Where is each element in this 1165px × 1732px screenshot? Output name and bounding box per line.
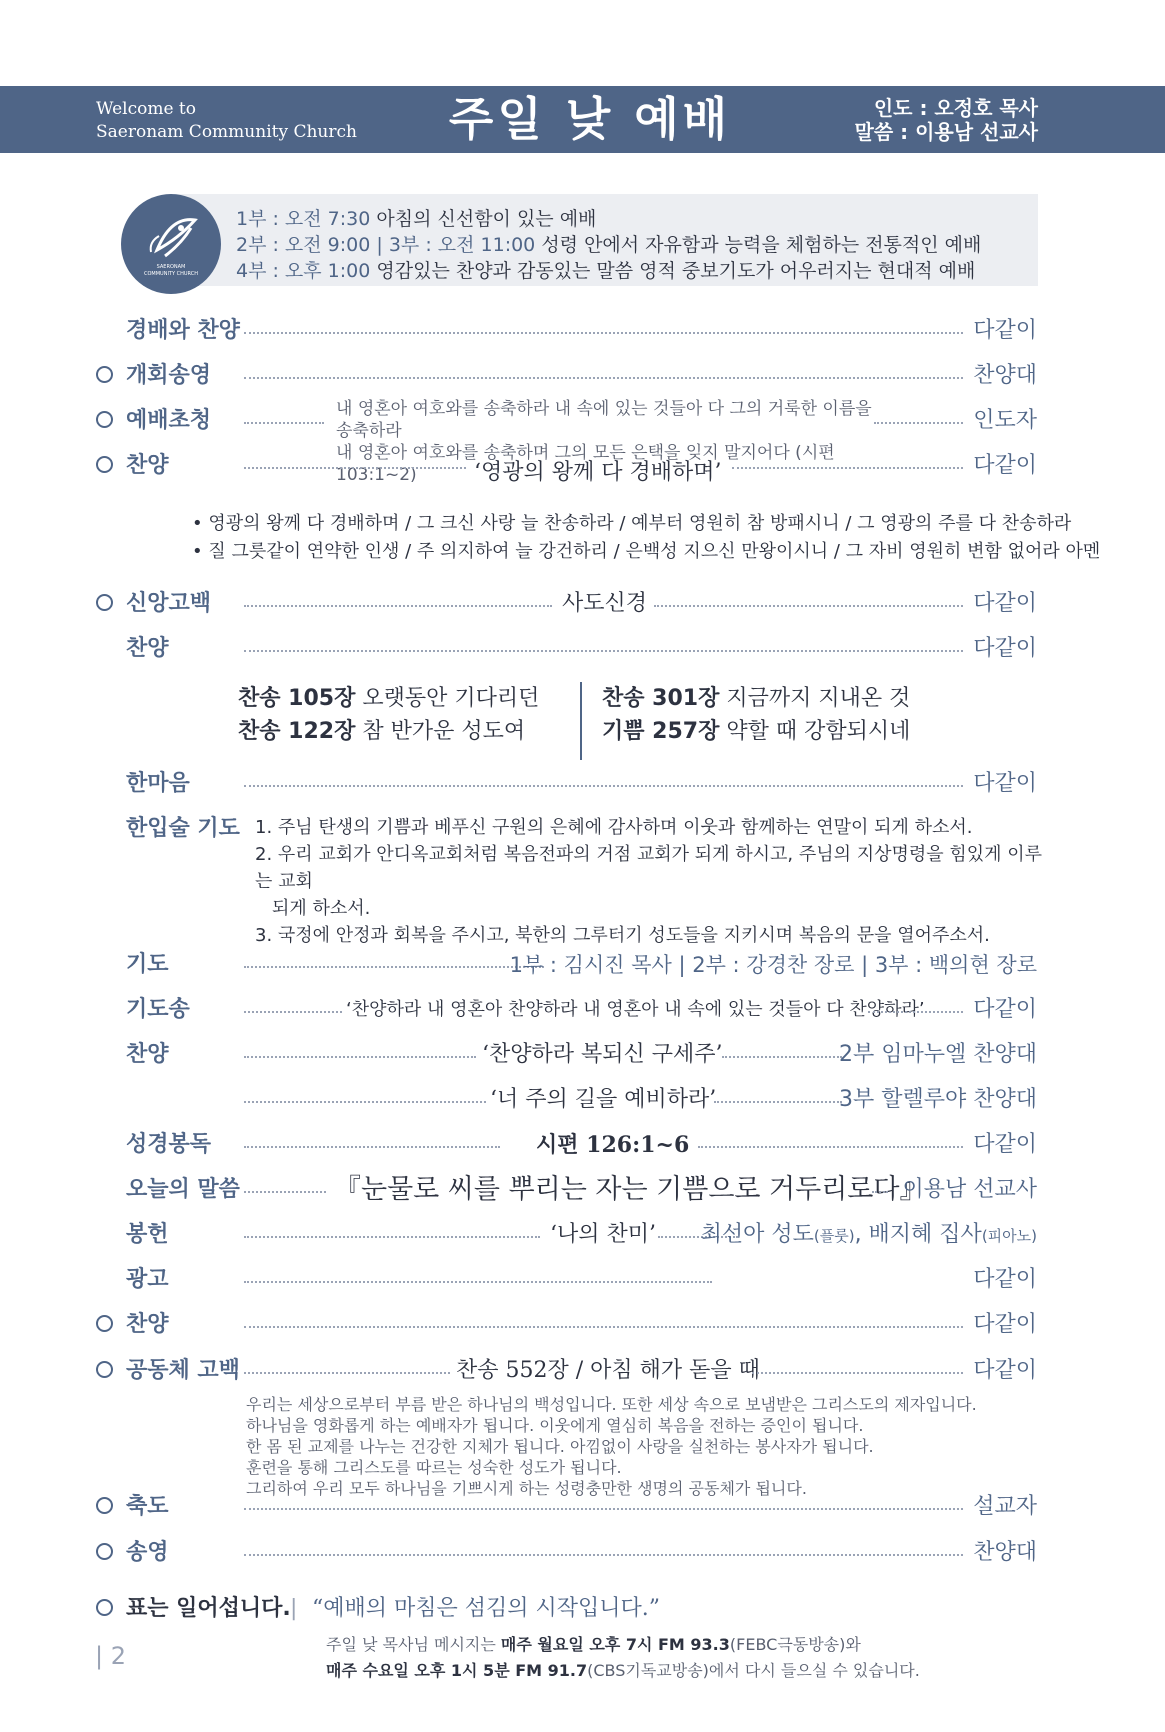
order-prayer (0, 950, 1165, 980)
leader-dots (244, 1508, 963, 1510)
item-label: 공동체 고백 (126, 1358, 240, 1383)
prayer-item-cont: 되게 하소서. (272, 898, 371, 919)
item-performer: 다같이 (973, 1132, 1037, 1157)
item-label: 한입술 기도 (126, 816, 240, 841)
stand-circle-icon (96, 594, 113, 611)
welcome-line: Welcome to (96, 99, 196, 119)
item-performer: 찬양대 (973, 1540, 1037, 1565)
stand-circle-icon (96, 1361, 113, 1378)
item-performer: 찬양대 (973, 363, 1037, 388)
prayer-item: 1. 주님 탄생의 기쁨과 베푸신 구원의 은혜에 감사하며 이웃과 함께하는 연말이 되게 하소서. (255, 817, 973, 838)
item-label: 기도송 (126, 997, 190, 1022)
sermon-preacher: 이용남 선교사 (902, 1177, 1037, 1202)
order-benediction (0, 1492, 1165, 1522)
church-name: Saeronam Community Church (96, 122, 357, 142)
svg-text:COMMUNITY CHURCH: COMMUNITY CHURCH (143, 271, 199, 277)
leader-dots (868, 1011, 963, 1013)
item-performer: 다같이 (973, 453, 1037, 478)
hymn-list-right (602, 682, 910, 748)
hymn-item: 찬송 122장 참 반가운 성도여 (238, 719, 526, 744)
leader-dots (722, 1056, 842, 1058)
item-performer: 다같이 (973, 997, 1037, 1022)
item-label: 송영 (126, 1540, 169, 1565)
item-performer: 다같이 (973, 1267, 1037, 1292)
order-offering (0, 1220, 1165, 1250)
stand-circle-icon (96, 366, 113, 383)
item-label: 신앙고백 (126, 591, 212, 616)
order-sermon (0, 1175, 1165, 1205)
order-praise-2 (0, 634, 1165, 664)
item-performer: 다같이 (973, 591, 1037, 616)
song-title: ‘너 주의 길을 예비하라’ (490, 1087, 717, 1112)
page-title: 주일 낮 예배 (448, 92, 732, 146)
item-performer: 다같이 (973, 636, 1037, 661)
item-label: 한마음 (126, 771, 190, 796)
item-performer: 다같이 (973, 1312, 1037, 1337)
leader-text: 인도 : 오정호 목사 (873, 96, 1038, 120)
preacher-text: 말씀 : 이용남 선교사 (854, 120, 1038, 144)
service-1: 1부 : 오전 7:30 아침의 신선함이 있는 예배 (236, 208, 597, 230)
leader-dots (244, 1554, 963, 1556)
stand-circle-icon (96, 1543, 113, 1560)
leader-dots (244, 1236, 540, 1238)
item-label: 찬양 (126, 453, 169, 478)
leader-dots (244, 1101, 486, 1103)
service-times (236, 206, 981, 284)
broadcast-line-1: 주일 낮 목사님 메시지는 매주 월요일 오후 7시 FM 93.3(FEBC극동방송)와 (326, 1635, 861, 1654)
choir-3: 3부 할렐루야 찬양대 (839, 1087, 1037, 1112)
broadcast-info (326, 1632, 920, 1684)
leader-dots (698, 1146, 963, 1148)
leader-dots (244, 605, 552, 607)
order-closing (0, 1538, 1165, 1568)
hymn-list-left (238, 682, 539, 748)
order-praise-3b (0, 1085, 1165, 1115)
leader-dots (874, 422, 963, 424)
stand-circle-icon (96, 411, 113, 428)
hymn-divider (580, 682, 582, 760)
hymn-item: 찬송 105장 오랫동안 기다리던 (238, 686, 540, 711)
scripture-reference: 시편 126:1~6 (536, 1132, 690, 1158)
leader-dots (244, 1372, 450, 1374)
item-performer: 인도자 (973, 408, 1037, 433)
item-label: 광고 (126, 1267, 169, 1292)
order-praise-1 (0, 451, 1165, 485)
leader-dots (654, 605, 963, 607)
broadcast-line-2: 매주 수요일 오후 1시 5분 FM 91.7(CBS기독교방송)에서 다시 들으실 수 있습니다. (326, 1661, 920, 1680)
lyrics-line-2: • 질 그릇같이 연약한 인생 / 주 의지하여 늘 강건하리 / 은백성 지으신 만왕이시니 / 그 자비 영원히 변함 없어라 아멘 (192, 541, 1101, 562)
item-label: 축도 (126, 1494, 169, 1519)
creed-title: 사도신경 (562, 591, 648, 616)
unison-prayer-list (255, 814, 1045, 949)
prayer-song-title: ‘찬양하라 내 영혼아 찬양하라 내 영혼아 내 속에 있는 것들아 다 찬양하라’ (346, 999, 925, 1020)
leader-dots (752, 1372, 963, 1374)
service-2-3: 2부 : 오전 9:00 | 3부 : 오전 11:00 성령 안에서 자유함과 능력을 체험하는 전통적인 예배 (236, 234, 982, 256)
order-praise-3 (0, 1040, 1165, 1070)
church-logo (121, 194, 221, 294)
leader-dots (244, 1191, 326, 1193)
leader-dots (244, 785, 963, 787)
item-label: 봉헌 (126, 1222, 169, 1247)
prayer-item: 2. 우리 교회가 안디옥교회처럼 복음전파의 거점 교회가 되게 하시고, 주님의 지상명령을 힘있게 이루는 교회 (255, 844, 1043, 892)
item-label: 찬양 (126, 1312, 169, 1337)
prayer-leaders: 1부 : 김시진 목사 | 2부 : 강경찬 장로 | 3부 : 백의현 장로 (509, 953, 1037, 977)
order-creed (0, 589, 1165, 619)
song-title: ‘찬양하라 복되신 구세주’ (482, 1042, 723, 1067)
item-label: 예배초청 (126, 408, 212, 433)
hymn-item: 기쁨 257장 약할 때 강함되시네 (602, 719, 911, 744)
leader-dots (244, 332, 963, 334)
stand-circle-icon (96, 456, 113, 473)
song-title: ‘영광의 왕께 다 경배하며’ (474, 460, 722, 485)
stand-circle-icon (96, 1599, 113, 1616)
lyrics-line-1: • 영광의 왕께 다 경배하며 / 그 크신 사랑 늘 찬송하라 / 예부터 영원히 참 방패시니 / 그 영광의 주를 다 찬송하라 (192, 513, 1072, 534)
leader-dots (244, 1146, 500, 1148)
leader-dots (714, 1101, 842, 1103)
item-label: 기도 (126, 952, 169, 977)
stand-circle-icon (96, 1315, 113, 1332)
offering-performers: 최선아 성도(플룻), 배지혜 집사(피아노) (700, 1222, 1037, 1247)
item-label: 오늘의 말씀 (126, 1177, 240, 1202)
call-scripture: 내 영혼아 여호와를 송축하라 내 속에 있는 것들아 다 그의 거룩한 이름을 송축하라 내 영혼아 여호와를 송축하며 그의 모든 은택을 잊지 말지어다 (시편 103:1~2) (336, 399, 872, 485)
page-number: | 2 (95, 1642, 126, 1670)
leader-dots (244, 1326, 963, 1328)
item-label: 찬양 (126, 1042, 169, 1067)
hymn-title: 찬송 552장 / 아침 해가 돋을 때 (456, 1358, 760, 1383)
welcome-text (96, 98, 357, 144)
item-label: 개회송영 (126, 363, 212, 388)
item-label: 경배와 찬양 (126, 318, 240, 343)
service-4: 4부 : 오후 1:00 영감있는 찬양과 감동있는 말씀 영적 중보기도가 어우러지는 현대적 예배 (236, 260, 976, 282)
order-praise-4 (0, 1310, 1165, 1340)
choir-2: 2부 임마누엘 찬양대 (839, 1042, 1037, 1067)
footer-stand-note (0, 1594, 1165, 1624)
item-label: 성경봉독 (126, 1132, 212, 1157)
order-one-heart (0, 769, 1165, 799)
order-prayer-song (0, 995, 1165, 1025)
order-worship (0, 316, 1165, 346)
leader-dots (244, 1011, 342, 1013)
offering-song: ‘나의 찬미’ (550, 1222, 656, 1247)
leader-dots (244, 650, 963, 652)
order-scripture (0, 1130, 1165, 1160)
leader-dots (244, 1056, 476, 1058)
item-performer: 다같이 (973, 1358, 1037, 1383)
closing-quote: “예배의 마침은 섬김의 시작입니다.” (312, 1596, 660, 1621)
confession-text: 우리는 세상으로부터 부름 받은 하나님의 백성입니다. 또한 세상 속으로 보냄받은 그리스도의 제자입니다. 하나님을 영화롭게 하는 예배자가 됩니다. 이웃에게 열심히 복음을 전하는 증인이 됩니다. 한 몸 된 교제를 나누는 건강한 지체가 됩니다. 아낌없이 사랑을 실천하는 봉사자가 됩니다. 훈련을 통해 그리스도를 따르는 성숙한 성도가 됩니다. 그리하여 우리 모두 하나님을 기쁘시게 하는 성령충만한 생명의 공동체가 됩니다. (246, 1395, 977, 1498)
hymn-item: 찬송 301장 지금까지 지내온 것 (602, 686, 911, 711)
leader-dots (872, 1191, 888, 1193)
leader-dots (244, 377, 963, 379)
order-confession (0, 1356, 1165, 1386)
prayer-item: 3. 국정에 안정과 회복을 주시고, 북한의 그루터기 성도들을 지키시며 복음의 문을 열어주소서. (255, 925, 990, 946)
logo-icon (121, 194, 221, 294)
order-opening (0, 361, 1165, 391)
item-performer: 설교자 (973, 1494, 1037, 1519)
leader-dots (244, 966, 544, 968)
order-announcements (0, 1265, 1165, 1295)
sermon-title: 『눈물로 씨를 뿌리는 자는 기쁨으로 거두리로다』 (334, 1174, 927, 1205)
leaders (855, 96, 1038, 144)
item-performer: 다같이 (973, 771, 1037, 796)
leader-dots (244, 467, 466, 469)
svg-text:SAERONAM: SAERONAM (156, 264, 186, 270)
leader-dots (244, 1281, 712, 1283)
item-label: 찬양 (126, 636, 169, 661)
stand-note: 표는 일어섭니다. (126, 1596, 291, 1621)
item-performer: 다같이 (973, 318, 1037, 343)
footer-separator: | (290, 1596, 298, 1621)
leader-dots (732, 467, 963, 469)
stand-circle-icon (96, 1497, 113, 1514)
leader-dots (244, 422, 324, 424)
